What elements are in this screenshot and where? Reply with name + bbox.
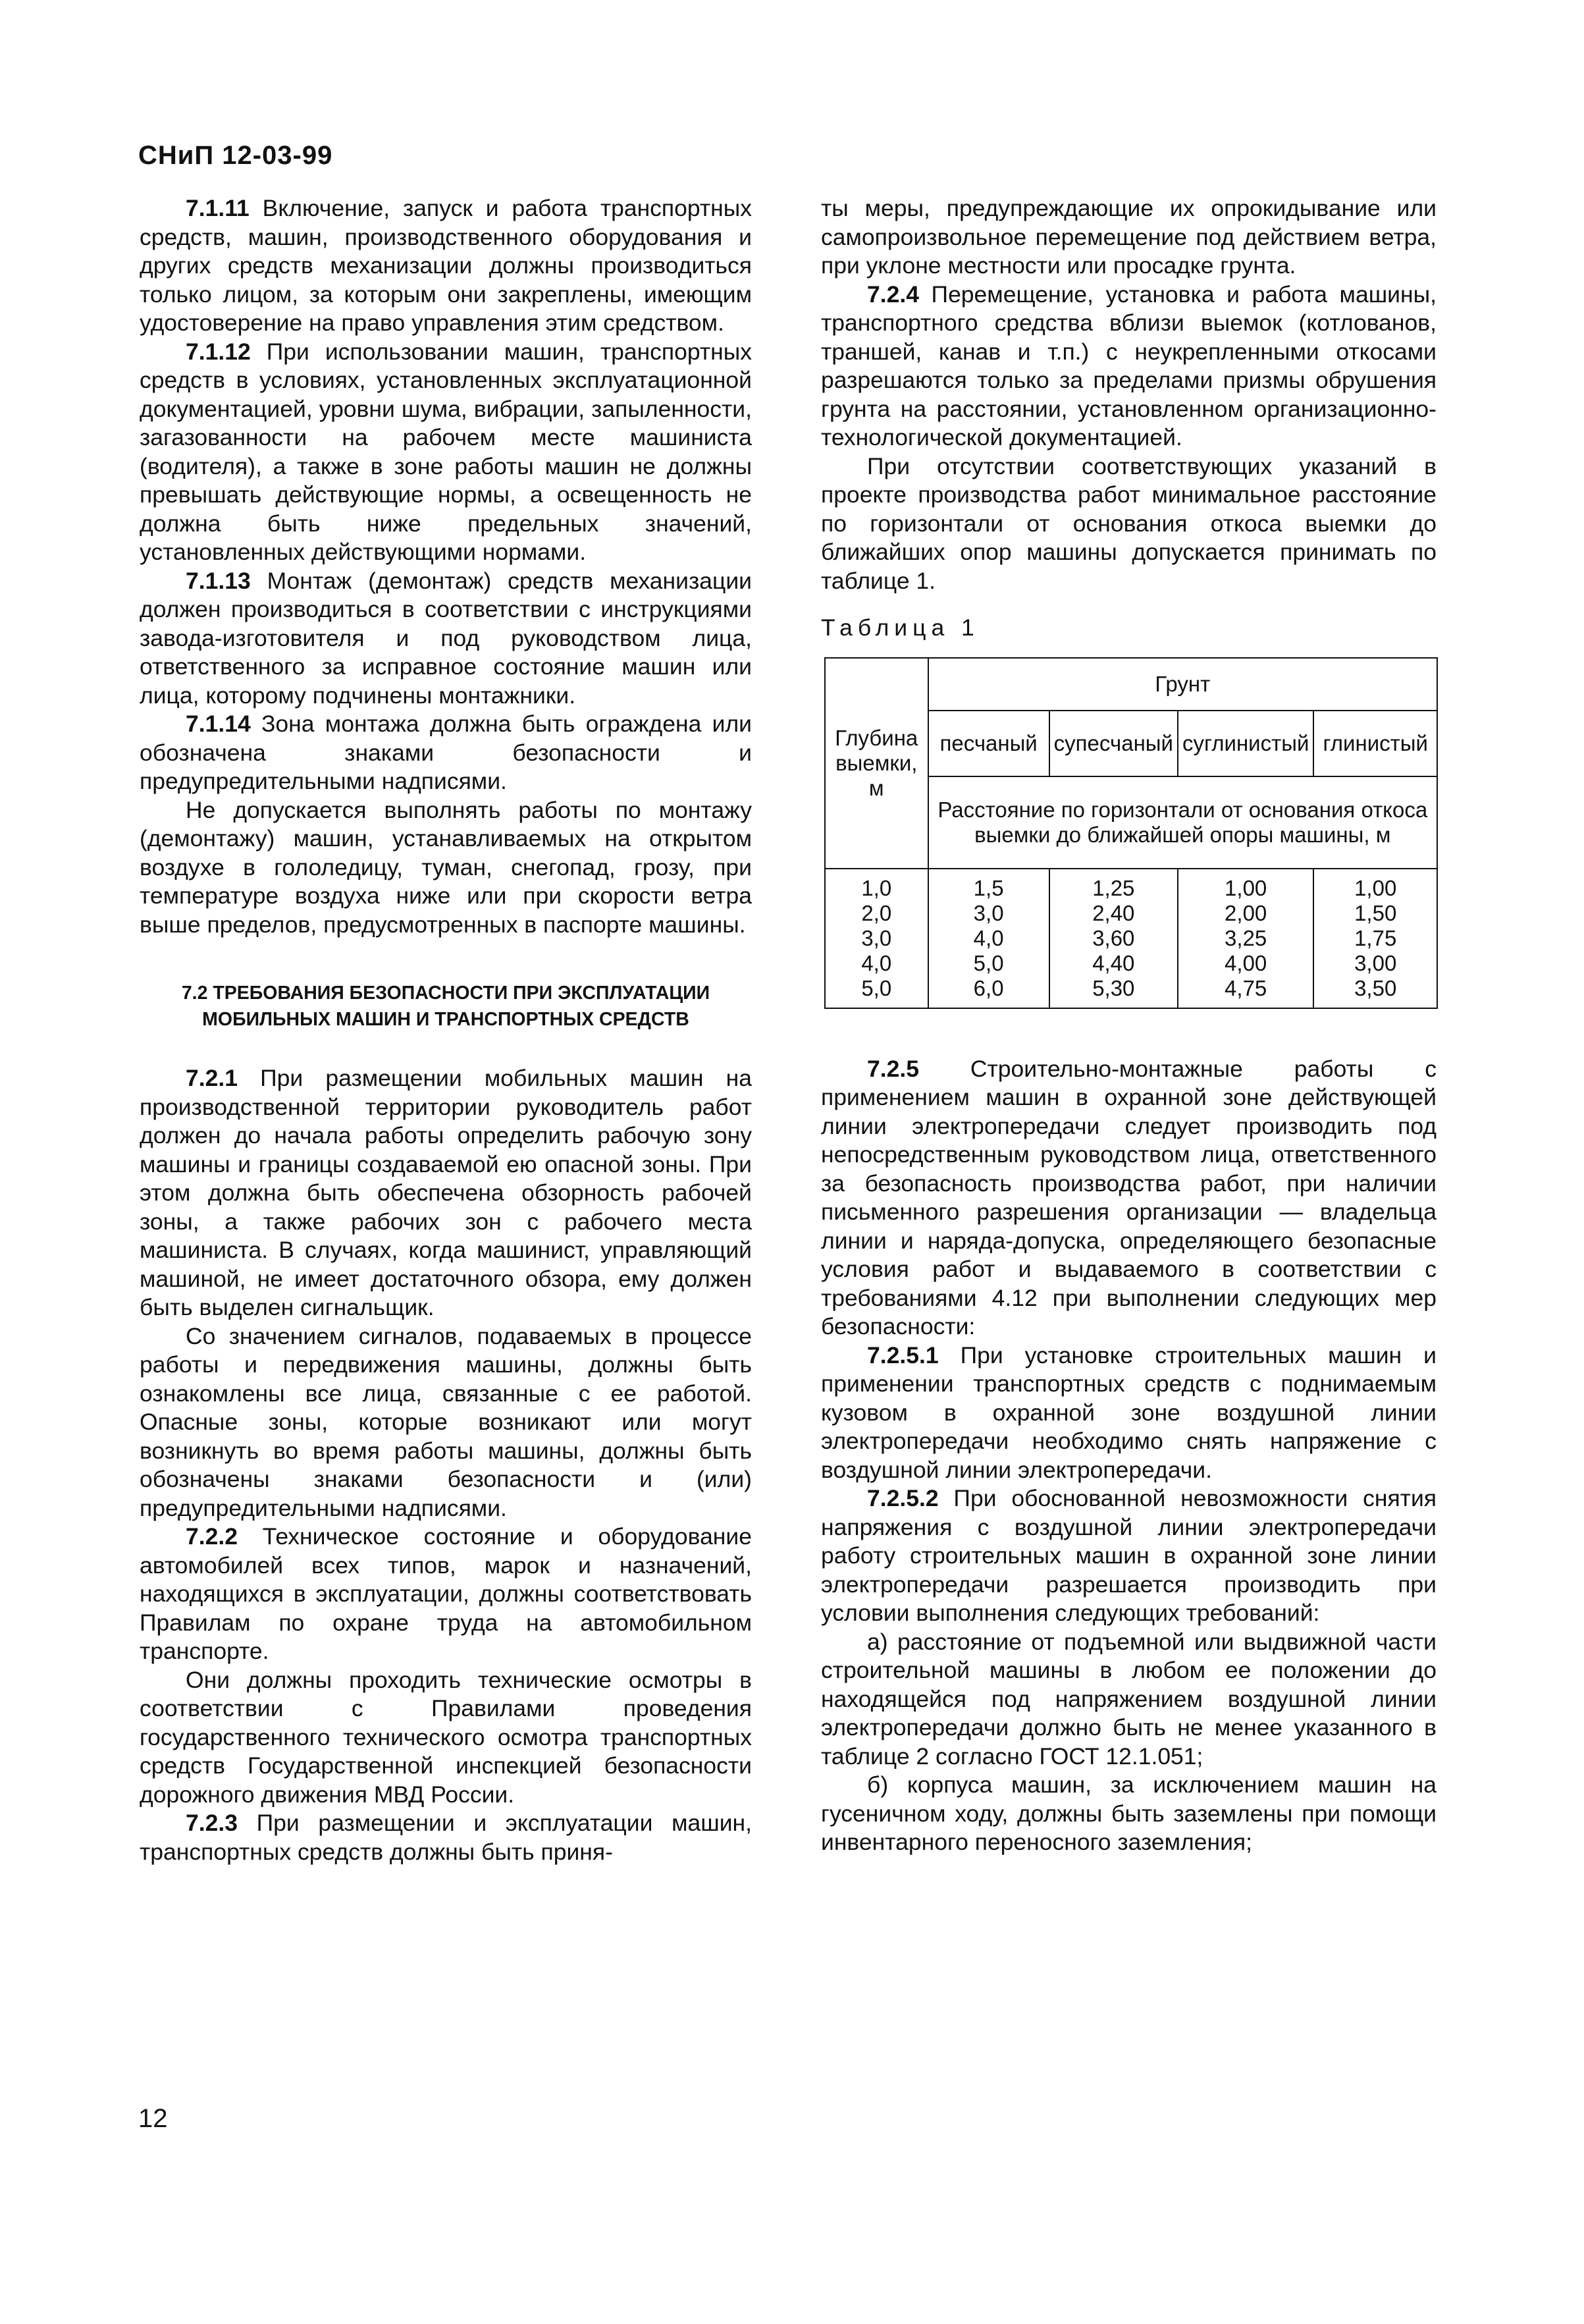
clause-text: При установке строительных машин и применении транспортных средств с поднимаемым кузовом в охранной зоне воздушной линии электропередачи необходимо снять напряжение с воздушной линии электропередачи. bbox=[821, 1341, 1437, 1483]
clause-text: Монтаж (демонтаж) средств механизации должен производиться в соответствии с инструкциями завода-изготовителя и под руководством лица, ответственного за исправное состояние машин или лица, которому подчинены монтажники. bbox=[140, 567, 752, 709]
paragraph-7-2-5 bbox=[821, 1055, 1437, 1341]
section-title-7-2: 7.2 ТРЕБОВАНИЯ БЕЗОПАСНОСТИ ПРИ ЭКСПЛУАТАЦИИ МОБИЛЬНЫХ МАШИН И ТРАНСПОРТНЫХ СРЕДСТВ bbox=[181, 983, 710, 1030]
paragraph-7-1-13 bbox=[140, 567, 752, 711]
clause-text: Строительно-монтажные работы с применением машин в охранной зоне действующей линии электропередачи следует производить под непосредственным руководством лица, ответственного за безопасность производства работ, при наличии письменного разрешения организации — владельца линии и наряда-допуска, определяющего безопасные условия работ и выдаваемого в соответствии с требованиями 4.12 при выполнении следующих мер безопасности: bbox=[821, 1055, 1437, 1339]
clause-text: Зона монтажа должна быть ограждена или обозначена знаками безопасности и предупредительными надписями. bbox=[140, 711, 752, 794]
clause-number: 7.2.5.2 bbox=[867, 1485, 939, 1511]
distance-subheader: Расстояние по горизонтали от основания откоса выемки до ближайшей опоры машины, м bbox=[928, 776, 1437, 869]
sand-values: 1,5 3,0 4,0 5,0 6,0 bbox=[928, 869, 1049, 1008]
paragraph-7-2-3 bbox=[140, 1809, 752, 1866]
paragraph-7-2-4 bbox=[821, 281, 1437, 452]
paragraph-7-1-11 bbox=[140, 194, 752, 338]
clause-text: При размещении и эксплуатации машин, транспортных средств должны быть приня- bbox=[140, 1810, 752, 1865]
paragraph-7-1-12 bbox=[140, 338, 752, 567]
paragraph-continuation: ты меры, предупреждающие их опрокидывание или самопроизвольное перемещение под действием ветра, при уклоне местности или просадке грунта. bbox=[821, 195, 1437, 279]
paragraph-table-reference: При отсутствии соответствующих указаний в проекте производства работ минимальное расстояние по горизонтали от основания откоса выемки до ближайших опор машины допускается принимать по таблице 1. bbox=[821, 452, 1437, 594]
paragraph-inspections: Они должны проходить технические осмотры в соответствии с Правилами проведения государственного технического осмотра транспортных средств Государственной инспекцией безопасности дорожного движения МВД России. bbox=[140, 1666, 752, 1808]
sandy-loam-values: 1,25 2,40 3,60 4,40 5,30 bbox=[1049, 869, 1178, 1008]
clause-number: 7.2.3 bbox=[186, 1810, 238, 1836]
clause-number: 7.2.1 bbox=[186, 1065, 238, 1091]
clause-number: 7.1.13 bbox=[186, 567, 251, 594]
paragraph-7-2-5-2 bbox=[821, 1484, 1437, 1628]
column-header-soil: Грунт bbox=[928, 658, 1437, 711]
loam-values: 1,00 2,00 3,25 4,00 4,75 bbox=[1178, 869, 1313, 1008]
clause-text: Включение, запуск и работа транспортных средств, машин, производственного оборудования и других средств механизации должны производиться только лицом, за которым они закреплены, имеющим удостоверение на право управления этим средством. bbox=[140, 195, 752, 336]
column-header-depth: Глубина выемки, м bbox=[825, 658, 928, 869]
document-header: СНиП 12-03-99 bbox=[138, 141, 333, 170]
clay-values: 1,00 1,50 1,75 3,00 3,50 bbox=[1313, 869, 1437, 1008]
clause-number: 7.2.5 bbox=[867, 1055, 919, 1082]
clause-text: При размещении мобильных машин на производственной территории руководитель работ должен до начала работы определить рабочую зону машины и границы создаваемой ею опасной зоны. При этом должна быть обеспечена обзорность рабочей зоны, а также рабочих зон с рабочего места машиниста. В случаях, когда машинист, управляющий машиной, не имеет достаточного обзора, ему должен быть выделен сигнальщик. bbox=[140, 1065, 752, 1320]
soil-header-clay: глинистый bbox=[1313, 711, 1437, 776]
right-column bbox=[821, 194, 1437, 1857]
clause-number: 7.1.14 bbox=[186, 711, 251, 737]
clause-number: 7.1.11 bbox=[186, 195, 250, 221]
page-number: 12 bbox=[138, 2104, 168, 2133]
clause-number: 7.1.12 bbox=[186, 338, 251, 365]
clause-text: Перемещение, установка и работа машины, транспортного средства вблизи выемок (котлованов, траншей, канав и т.п.) с неукрепленными откосами разрешаются только за пределами призмы обрушения грунта на расстоянии, установленном организационно-технологической документацией. bbox=[821, 281, 1437, 450]
clause-text: При обоснованной невозможности снятия напряжения с воздушной линии электропередачи работу строительных машин в охранной зоне линии электропередачи разрешается производить при условии выполнения следующих требований: bbox=[821, 1485, 1437, 1626]
clause-text: При использовании машин, транспортных средств в условиях, установленных эксплуатационной документацией, уровни шума, вибрации, запыленности, загазованности на рабочем месте машиниста (водителя), а также в зоне работы машин не должны превышать действующие нормы, а освещенность не должна быть ниже предельных значений, установленных действующими нормами. bbox=[140, 338, 752, 565]
soil-header-sandy-loam: супесчаный bbox=[1049, 711, 1178, 776]
paragraph-7-2-2 bbox=[140, 1523, 752, 1666]
spacer bbox=[821, 1009, 1437, 1055]
soil-header-sand: песчаный bbox=[928, 711, 1049, 776]
paragraph-installation-weather: Не допускается выполнять работы по монтажу (демонтажу) машин, устанавливаемых на открытом воздухе в гололедицу, туман, снегопад, грозу, при температуре воздуха ниже или при скорости ветра выше пределов, предусмотренных в паспорте машины. bbox=[140, 796, 752, 938]
depth-values: 1,0 2,0 3,0 4,0 5,0 bbox=[825, 869, 928, 1008]
paragraph-signals: Со значением сигналов, подаваемых в процессе работы и передвижения машины, должны быть ознакомлены все лица, связанные с ее работой. Опасные зоны, которые возникают или могут возникнуть во время работы машины, должны быть обозначены знаками безопасности и (или) предупредительными надписями. bbox=[140, 1322, 752, 1521]
left-column bbox=[140, 194, 752, 1866]
soil-header-loam: суглинистый bbox=[1178, 711, 1313, 776]
paragraph-requirement-b: б) корпуса машин, за исключением машин на гусеничном ходу, должны быть заземлены при помощи инвентарного переносного заземления; bbox=[821, 1771, 1437, 1855]
clause-number: 7.2.4 bbox=[867, 281, 919, 308]
paragraph-7-1-14 bbox=[140, 710, 752, 796]
clause-number: 7.2.2 bbox=[186, 1523, 238, 1550]
distance-table bbox=[824, 657, 1438, 1009]
paragraph-7-2-5-1 bbox=[821, 1341, 1437, 1485]
paragraph-requirement-a: а) расстояние от подъемной или выдвижной части строительной машины в любом ее положении до находящейся под напряжением воздушной линии электропередачи должно быть не менее указанного в таблице 2 согласно ГОСТ 12.1.051; bbox=[821, 1628, 1437, 1770]
clause-text: Техническое состояние и оборудование автомобилей всех типов, марок и назначений, находящихся в эксплуатации, должны соответствовать Правилам по охране труда на автомобильном транспорте. bbox=[140, 1523, 752, 1664]
paragraph-7-2-1 bbox=[140, 1064, 752, 1322]
clause-number: 7.2.5.1 bbox=[867, 1341, 939, 1368]
table-caption: Таблица 1 bbox=[821, 614, 980, 641]
